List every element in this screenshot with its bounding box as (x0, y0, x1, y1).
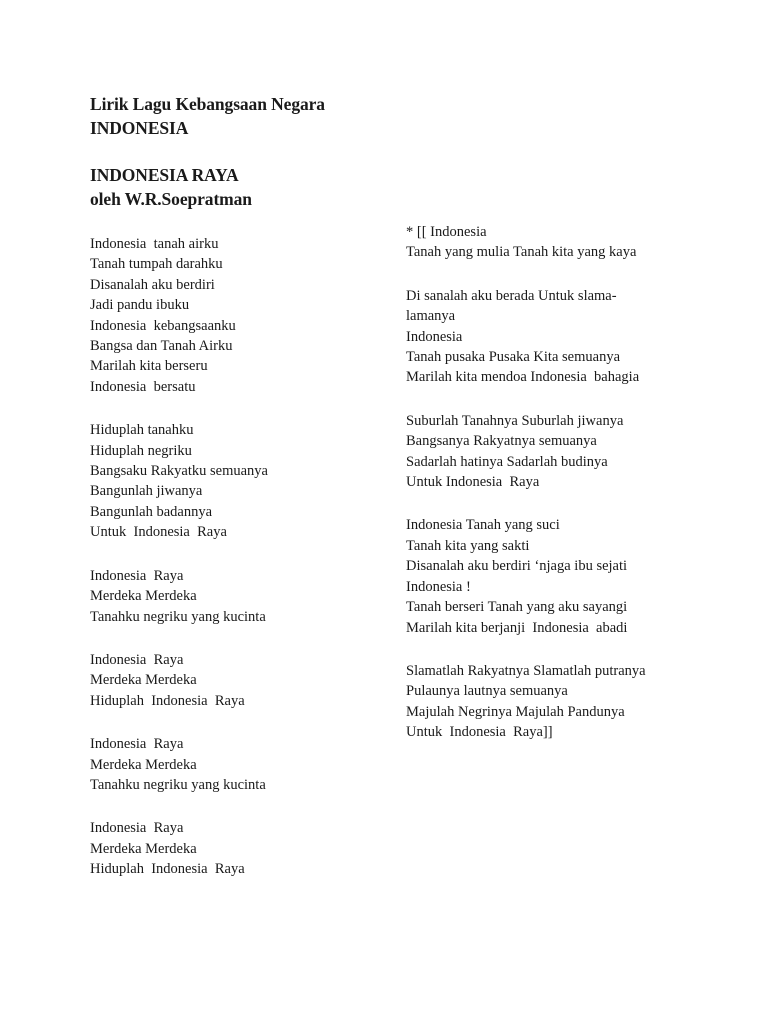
lyric-line: lamanya (406, 308, 456, 325)
lyric-stanza (406, 515, 726, 637)
lyric-line: Tanah yang mulia Tanah kita yang kaya (406, 244, 637, 261)
lyric-line: Di sanalah aku berada Untuk slama- (406, 287, 617, 304)
lyric-line: Indonesia (406, 328, 463, 345)
lyric-line: Tanah kita yang sakti (406, 537, 530, 554)
lyric-line: Bangunlah badannya (90, 503, 213, 520)
lyric-line: Disanalah aku berdiri ‘njaga ibu sejati (406, 558, 628, 575)
lyric-stanza (406, 286, 726, 388)
lyric-stanza (90, 566, 380, 627)
lyric-line: Bangsaku Rakyatku semuanya (90, 463, 268, 480)
lyric-line: Merdeka Merdeka (90, 756, 197, 773)
lyric-line: Indonesia Tanah yang suci (406, 517, 560, 534)
lyric-line: Slamatlah Rakyatnya Slamatlah putranya (406, 662, 646, 679)
lyric-stanza (90, 650, 380, 711)
lyric-line: Tanah tumpah darahku (90, 256, 223, 273)
lyric-stanza (90, 234, 380, 397)
lyric-line: Untuk Indonesia Raya (90, 524, 227, 541)
lyric-line: Suburlah Tanahnya Suburlah jiwanya (406, 412, 624, 429)
lyric-stanza (90, 818, 380, 879)
lyric-line: Tanahku negriku yang kucinta (90, 608, 266, 625)
song-author: oleh W.R.Soepratman (90, 189, 252, 209)
title-line: INDONESIA (90, 118, 189, 138)
lyric-line: Hiduplah Indonesia Raya (90, 692, 245, 709)
lyric-stanza (90, 734, 380, 795)
lyric-line: Indonesia Raya (90, 820, 184, 837)
document-title (90, 92, 325, 140)
lyric-line: Indonesia Raya (90, 651, 184, 668)
lyric-line: Hiduplah negriku (90, 442, 192, 459)
lyric-line: Tanah pusaka Pusaka Kita semuanya (406, 349, 621, 366)
title-line: Lirik Lagu Kebangsaan Negara (90, 94, 325, 114)
lyric-line: Tanahku negriku yang kucinta (90, 776, 266, 793)
lyric-line: Hiduplah Indonesia Raya (90, 861, 245, 878)
song-title: INDONESIA RAYA (90, 165, 239, 185)
lyric-stanza (406, 661, 726, 743)
lyric-line: Bangsa dan Tanah Airku (90, 338, 233, 355)
lyric-line: Indonesia Raya (90, 736, 184, 753)
lyric-line: Merdeka Merdeka (90, 672, 197, 689)
lyric-line: Untuk Indonesia Raya (406, 474, 540, 491)
lyric-line: Marilah kita mendoa Indonesia bahagia (406, 369, 640, 386)
lyric-line: Indonesia bersatu (90, 378, 196, 395)
lyric-line: Marilah kita berseru (90, 358, 208, 375)
lyric-line: * [[ Indonesia (406, 224, 487, 240)
lyric-line: Merdeka Merdeka (90, 840, 197, 857)
lyric-line: Indonesia tanah airku (90, 236, 219, 252)
lyric-line: Majulah Negrinya Majulah Pandunya (406, 703, 625, 720)
lyric-line: Hiduplah tanahku (90, 422, 194, 439)
lyrics-right-column (406, 222, 726, 766)
lyric-line: Bangsanya Rakyatnya semuanya (406, 433, 597, 450)
lyric-line: Tanah berseri Tanah yang aku sayangi (406, 599, 628, 616)
lyric-line: Pulaunya lautnya semuanya (406, 683, 568, 700)
lyric-line: Indonesia kebangsaanku (90, 317, 236, 334)
lyric-stanza (90, 420, 380, 542)
lyric-line: Disanalah aku berdiri (90, 276, 215, 293)
lyrics-left-column (90, 234, 380, 903)
lyric-line: Marilah kita berjanji Indonesia abadi (406, 619, 628, 636)
lyric-line: Untuk Indonesia Raya]] (406, 724, 553, 741)
lyric-stanza (406, 411, 726, 493)
song-heading (90, 163, 252, 211)
lyric-line: Indonesia Raya (90, 567, 184, 584)
lyric-line: Merdeka Merdeka (90, 588, 197, 605)
lyric-line: Jadi pandu ibuku (90, 297, 190, 314)
lyric-line: Sadarlah hatinya Sadarlah budinya (406, 453, 608, 470)
lyric-line: Bangunlah jiwanya (90, 483, 203, 500)
lyric-line: Indonesia ! (406, 578, 471, 595)
lyric-stanza (406, 222, 726, 263)
